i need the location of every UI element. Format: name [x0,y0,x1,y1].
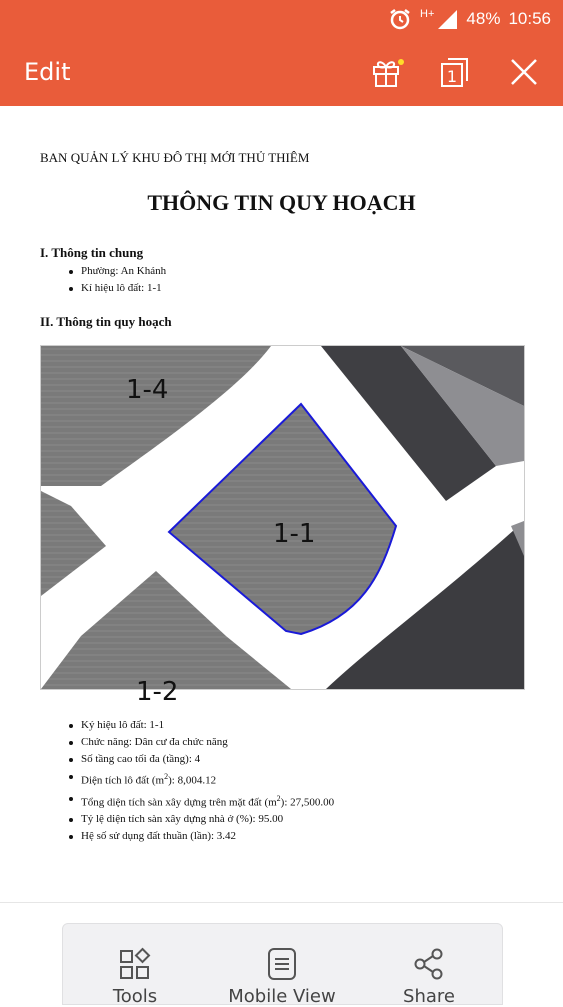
planning-map [40,345,525,707]
pages-icon [438,55,472,89]
section-heading-planning: II. Thông tin quy hoạch [40,314,172,329]
tools-button[interactable] [75,934,195,1007]
superscript: 2 [276,793,281,803]
list-item: Hệ số sử dụng đất thuần (lần): 3.42 [69,828,334,845]
app-toolbar [0,0,563,106]
screen-title: Edit [24,58,71,86]
share-label: Share [403,986,455,1007]
list-item [69,790,334,812]
map-label-1-4: 1-4 [126,375,169,405]
item-text: ): 27,500.00 [280,796,335,809]
list-item: Ký hiệu lô đất: 1-1 [69,717,334,734]
list-item: Tỷ lệ diện tích sàn xây dựng nhà ở (%): 95.00 [69,811,334,828]
list-item [69,768,334,790]
clock-time: 10:56 [508,9,551,28]
map-graphic [41,346,524,707]
document-title: THÔNG TIN QUY HOẠCH [147,190,416,215]
mobile-view-icon [264,946,300,982]
map-label-1-1: 1-1 [273,519,316,549]
battery-level: 48% [466,9,501,28]
share-button[interactable] [369,934,489,1007]
close-icon [509,57,539,87]
map-label-1-2: 1-2 [136,677,179,707]
tools-icon [117,946,153,982]
gift-button[interactable] [366,52,406,92]
superscript: 2 [164,772,169,781]
signal-indicator [420,8,458,30]
signal-icon [436,8,458,30]
gift-icon [369,55,403,89]
page-count: 1 [446,67,458,86]
general-info-list [69,263,166,297]
mobile-view-label: Mobile View [228,986,336,1007]
close-button[interactable] [504,52,544,92]
list-item: Phường: An Khánh [69,263,166,280]
item-text: Diện tích lô đất (m [81,774,165,787]
list-item: Chức năng: Dân cư đa chức năng [69,734,334,751]
bottom-action-bar [0,902,563,1007]
list-item: Kí hiệu lô đất: 1-1 [69,280,166,297]
status-bar [388,7,551,31]
document-page[interactable] [0,106,563,902]
share-icon [411,946,447,982]
alarm-clock-icon [388,7,412,31]
item-text: ): 8,004.12 [168,774,217,787]
org-name: BAN QUẢN LÝ KHU ĐÔ THỊ MỚI THỦ THIÊM [40,150,310,165]
list-item: Số tầng cao tối đa (tầng): 4 [69,751,334,768]
section-heading-general: I. Thông tin chung [40,245,144,260]
item-text: Tổng diện tích sàn xây dựng trên mặt đất (m [81,796,277,809]
network-type: H+ [420,8,435,20]
action-panel [62,923,503,1005]
tools-label: Tools [112,986,158,1007]
pages-button[interactable] [435,52,475,92]
planning-details-list [69,717,334,845]
mobile-view-button[interactable] [222,934,342,1007]
